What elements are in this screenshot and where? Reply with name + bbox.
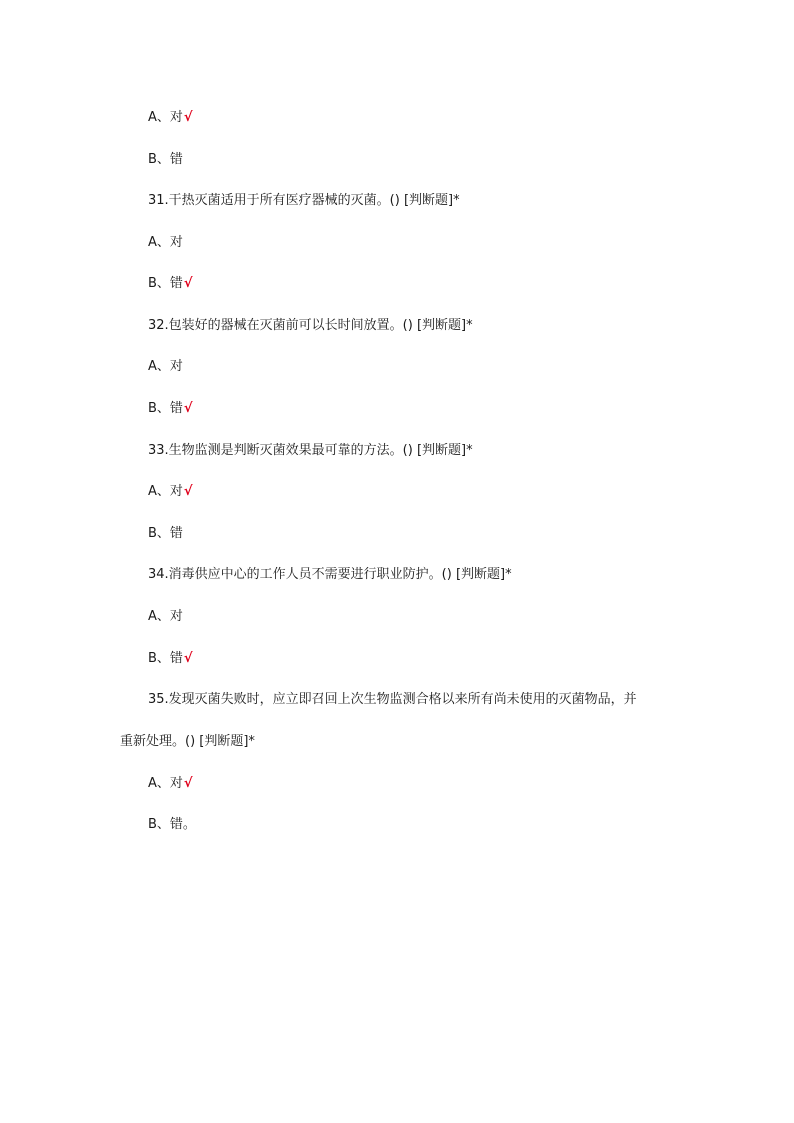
question-text: 32.包装好的器械在灭菌前可以长时间放置。() [判断题]* bbox=[148, 318, 473, 333]
option-b bbox=[148, 151, 183, 169]
option-label: B、错 bbox=[148, 276, 183, 291]
question-31 bbox=[148, 192, 460, 210]
option-label: A、对 bbox=[148, 359, 183, 374]
question-34 bbox=[148, 566, 512, 584]
option-b bbox=[148, 650, 193, 668]
option-a bbox=[148, 109, 193, 127]
question-text: 31.干热灭菌适用于所有医疗器械的灭菌。() [判断题]* bbox=[148, 193, 460, 208]
option-b bbox=[148, 400, 193, 418]
option-label: A、对 bbox=[148, 776, 183, 791]
question-35-continuation bbox=[120, 733, 255, 751]
option-a bbox=[148, 775, 193, 793]
check-mark-icon: √ bbox=[183, 401, 193, 416]
option-label: B、错 bbox=[148, 152, 183, 167]
option-a bbox=[148, 483, 193, 501]
option-label: A、对 bbox=[148, 609, 183, 624]
option-label: A、对 bbox=[148, 235, 183, 250]
check-mark-icon: √ bbox=[183, 776, 193, 791]
option-b bbox=[148, 275, 193, 293]
question-text: 34.消毒供应中心的工作人员不需要进行职业防护。() [判断题]* bbox=[148, 567, 512, 582]
check-mark-icon: √ bbox=[183, 276, 193, 291]
check-mark-icon: √ bbox=[183, 110, 193, 125]
option-label: B、错 bbox=[148, 526, 183, 541]
question-33 bbox=[148, 442, 473, 460]
check-mark-icon: √ bbox=[183, 651, 193, 666]
option-b bbox=[148, 816, 196, 834]
option-a bbox=[148, 358, 183, 376]
question-35 bbox=[148, 691, 637, 709]
option-label: A、对 bbox=[148, 110, 183, 125]
option-a bbox=[148, 608, 183, 626]
option-label: A、对 bbox=[148, 484, 183, 499]
check-mark-icon: √ bbox=[183, 484, 193, 499]
option-label: B、错 bbox=[148, 651, 183, 666]
option-b bbox=[148, 525, 183, 543]
question-text: 重新处理。() [判断题]* bbox=[120, 734, 255, 749]
question-text: 35.发现灭菌失败时，应立即召回上次生物监测合格以来所有尚未使用的灭菌物品，并 bbox=[148, 692, 637, 707]
question-32 bbox=[148, 317, 473, 335]
question-text: 33.生物监测是判断灭菌效果最可靠的方法。() [判断题]* bbox=[148, 443, 473, 458]
option-label: B、错。 bbox=[148, 817, 196, 832]
option-a bbox=[148, 234, 183, 252]
option-label: B、错 bbox=[148, 401, 183, 416]
